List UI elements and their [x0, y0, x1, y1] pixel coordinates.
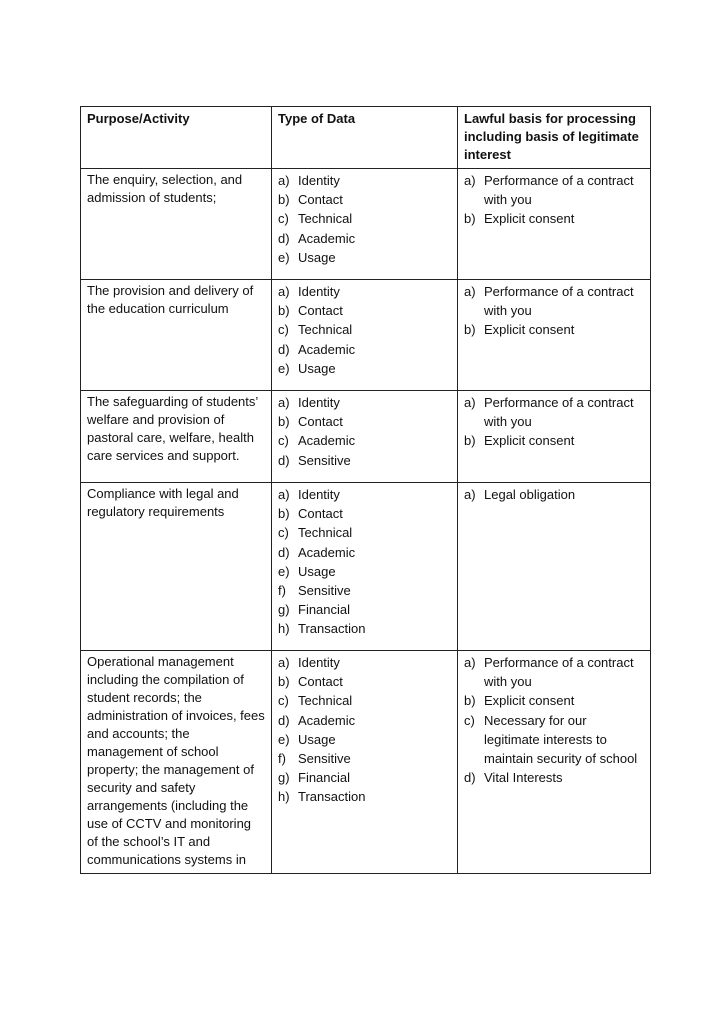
list-marker: d) [278, 230, 290, 246]
lawful-basis-cell [458, 391, 651, 483]
purpose-cell: Operational management including the compilation of student records; the administration of invoices, fees and accounts; the management of school property; the management of security and safety arrangements (including the use of CCTV and monitoring of the school’s IT and communications systems in [81, 651, 272, 874]
lawful-basis-item [464, 320, 644, 339]
list-item-text: Legal obligation [484, 487, 576, 502]
list-marker: b) [464, 693, 476, 709]
list-item-text: Explicit consent [484, 693, 575, 709]
table-row [81, 391, 651, 483]
data-type-item [278, 359, 451, 378]
list-item-text: Identity [298, 395, 340, 410]
list-item-text: Contact [298, 303, 343, 319]
list-marker: e) [278, 249, 290, 265]
list-item-text: Vital Interests [484, 770, 563, 786]
list-marker: b) [278, 506, 290, 522]
data-type-item [278, 504, 451, 523]
list-marker: b) [464, 322, 476, 338]
lawful-basis-cell [458, 280, 651, 391]
purpose-cell: Compliance with legal and regulatory requirements [81, 483, 272, 651]
list-marker: a) [278, 487, 290, 502]
lawful-basis-item [464, 393, 644, 431]
purpose-cell: The safeguarding of students’ welfare and provision of pastoral care, welfare, health care services and support. [81, 391, 272, 483]
data-type-item [278, 691, 451, 710]
list-item-text: Academic [298, 712, 356, 728]
lawful-basis-list [464, 485, 644, 504]
list-marker: c) [278, 525, 289, 541]
lawful-basis-item [464, 209, 644, 228]
data-type-item [278, 600, 451, 619]
list-marker: d) [464, 770, 476, 786]
list-item-text: Contact [298, 414, 343, 430]
data-type-item [278, 787, 451, 806]
list-item-text: Explicit consent [484, 322, 575, 338]
header-lawful-basis: Lawful basis for processing including basis of legitimate interest [458, 107, 651, 169]
data-type-item [278, 730, 451, 749]
list-item-text: Contact [298, 192, 343, 208]
list-marker: g) [278, 770, 290, 786]
lawful-basis-item [464, 691, 644, 710]
lawful-basis-cell [458, 483, 651, 651]
list-item-text: Academic [298, 433, 356, 449]
data-type-list [278, 171, 451, 267]
data-type-item [278, 581, 451, 600]
list-marker: d) [278, 712, 290, 728]
data-type-item [278, 523, 451, 542]
list-marker: h) [278, 621, 290, 637]
list-marker: a) [278, 173, 290, 188]
list-item-text: Explicit consent [484, 433, 575, 449]
list-marker: b) [278, 414, 290, 430]
list-marker: d) [278, 544, 290, 560]
data-type-item [278, 190, 451, 209]
data-type-item [278, 171, 451, 190]
type-of-data-cell [272, 651, 458, 874]
list-item-text: Performance of a contract with you [484, 284, 634, 319]
data-type-item [278, 653, 451, 672]
list-item-text: Transaction [298, 789, 366, 805]
list-item-text: Identity [298, 655, 340, 670]
list-marker: a) [464, 173, 476, 188]
type-of-data-cell [272, 483, 458, 651]
list-marker: c) [278, 322, 289, 338]
list-item-text: Academic [298, 341, 356, 357]
list-item-text: Technical [298, 525, 353, 541]
data-type-item [278, 393, 451, 412]
header-type-of-data: Type of Data [272, 107, 458, 169]
lawful-basis-list [464, 393, 644, 451]
type-of-data-cell [272, 280, 458, 391]
list-item-text: Financial [298, 602, 351, 618]
data-type-item [278, 619, 451, 638]
lawful-basis-item [464, 653, 644, 691]
list-marker: b) [278, 674, 290, 690]
list-marker: g) [278, 602, 290, 618]
list-marker: f) [278, 751, 286, 767]
data-type-list [278, 282, 451, 378]
lawful-basis-list [464, 653, 644, 787]
lawful-basis-cell [458, 651, 651, 874]
list-item-text: Usage [298, 249, 336, 265]
list-marker: c) [278, 433, 289, 449]
header-purpose: Purpose/Activity [81, 107, 272, 169]
list-item-text: Performance of a contract with you [484, 655, 634, 690]
list-marker: a) [464, 395, 476, 410]
list-item-text: Usage [298, 563, 336, 579]
lawful-basis-list [464, 282, 644, 340]
data-type-item [278, 248, 451, 267]
lawful-basis-item [464, 485, 644, 504]
type-of-data-cell [272, 391, 458, 483]
list-item-text: Technical [298, 693, 353, 709]
list-marker: c) [464, 712, 475, 728]
lawful-basis-item [464, 711, 644, 769]
data-type-item [278, 768, 451, 787]
list-item-text: Necessary for our legitimate interests to maintain security of school [484, 712, 638, 767]
list-item-text: Contact [298, 506, 343, 522]
lawful-basis-list [464, 171, 644, 229]
table-row [81, 169, 651, 280]
list-item-text: Performance of a contract with you [484, 173, 634, 208]
list-marker: a) [464, 487, 476, 502]
data-processing-table [80, 106, 651, 874]
lawful-basis-cell [458, 169, 651, 280]
list-marker: e) [278, 360, 290, 376]
list-item-text: Technical [298, 322, 353, 338]
data-type-item [278, 451, 451, 470]
list-marker: d) [278, 341, 290, 357]
list-item-text: Financial [298, 770, 351, 786]
list-item-text: Identity [298, 173, 340, 188]
data-type-item [278, 340, 451, 359]
list-item-text: Academic [298, 544, 356, 560]
list-item-text: Technical [298, 211, 353, 227]
purpose-cell: The provision and delivery of the education curriculum [81, 280, 272, 391]
data-type-item [278, 749, 451, 768]
lawful-basis-item [464, 282, 644, 320]
lawful-basis-item [464, 171, 644, 209]
list-marker: d) [278, 452, 290, 468]
list-item-text: Contact [298, 674, 343, 690]
table-row [81, 651, 651, 874]
data-type-item [278, 711, 451, 730]
list-item-text: Identity [298, 284, 340, 299]
data-type-item [278, 320, 451, 339]
data-type-item [278, 412, 451, 431]
data-type-item [278, 431, 451, 450]
list-item-text: Academic [298, 230, 356, 246]
list-marker: a) [278, 655, 290, 670]
data-type-item [278, 282, 451, 301]
list-marker: a) [464, 284, 476, 299]
list-marker: h) [278, 789, 290, 805]
list-marker: a) [464, 655, 476, 670]
data-type-item [278, 229, 451, 248]
list-item-text: Performance of a contract with you [484, 395, 634, 430]
list-marker: a) [278, 395, 290, 410]
data-type-item [278, 485, 451, 504]
list-marker: c) [278, 693, 289, 709]
list-item-text: Sensitive [298, 583, 351, 599]
list-marker: c) [278, 211, 289, 227]
list-marker: a) [278, 284, 290, 299]
list-item-text: Identity [298, 487, 340, 502]
type-of-data-cell [272, 169, 458, 280]
data-type-item [278, 301, 451, 320]
list-marker: b) [278, 192, 290, 208]
list-item-text: Explicit consent [484, 211, 575, 227]
list-item-text: Usage [298, 731, 336, 747]
list-item-text: Usage [298, 360, 336, 376]
list-marker: b) [464, 211, 476, 227]
header-row [81, 107, 651, 169]
purpose-cell: The enquiry, selection, and admission of students; [81, 169, 272, 280]
list-marker: e) [278, 731, 290, 747]
list-marker: b) [278, 303, 290, 319]
data-type-list [278, 393, 451, 470]
data-type-list [278, 653, 451, 807]
lawful-basis-item [464, 768, 644, 787]
list-marker: f) [278, 583, 286, 599]
list-marker: e) [278, 563, 290, 579]
list-item-text: Transaction [298, 621, 366, 637]
data-type-item [278, 543, 451, 562]
table-row [81, 280, 651, 391]
data-type-item [278, 209, 451, 228]
list-marker: b) [464, 433, 476, 449]
data-type-list [278, 485, 451, 639]
lawful-basis-item [464, 431, 644, 450]
list-item-text: Sensitive [298, 751, 351, 767]
data-type-item [278, 562, 451, 581]
data-type-item [278, 672, 451, 691]
list-item-text: Sensitive [298, 452, 351, 468]
table-row [81, 483, 651, 651]
